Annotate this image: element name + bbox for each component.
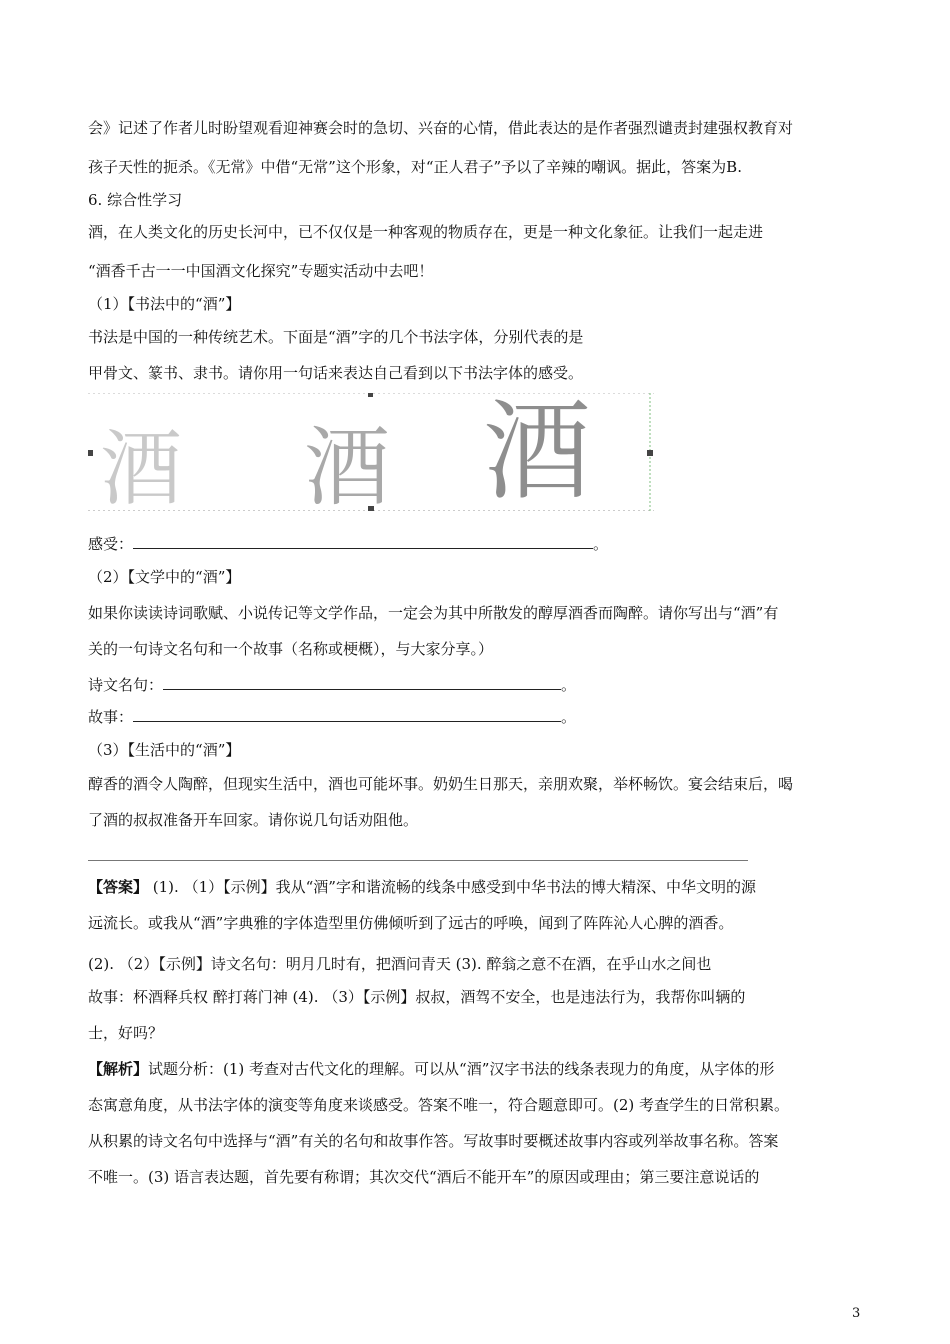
text-line: 如果你读读诗词歌赋、小说传记等文学作品，一定会为其中所散发的醇厚酒香而陶醉。请你写出与“酒”有 <box>88 604 779 622</box>
subsection-heading: （3）【生活中的“酒”】 <box>88 741 241 759</box>
text-line: 了酒的叔叔准备开车回家。请你说几句话劝阻他。 <box>88 811 419 829</box>
subsection-heading: （1）【书法中的“酒”】 <box>88 295 241 313</box>
oracle-bone-glyph: 酒 <box>100 422 183 511</box>
text-line: 醇香的酒令人陶醉，但现实生活中，酒也可能坏事。奶奶生日那天，亲朋欢聚，举杯畅饮。宴会结束后，喝 <box>88 775 794 793</box>
seal-script-glyph: 酒 <box>304 418 390 511</box>
answer-text: 远流长。或我从“酒”字典雅的字体造型里仿佛倾听到了远古的呼唤，闻到了阵阵沁人心脾的酒香。 <box>88 914 734 932</box>
text-line: 会》记述了作者儿时盼望观看迎神赛会时的急切、兴奋的心情，借此表达的是作者强烈谴责封建强权教育对 <box>88 119 794 137</box>
answer-label: 诗文名句： <box>88 676 164 694</box>
subsection-heading: （2）【文学中的“酒”】 <box>88 568 241 586</box>
analysis-text: 不唯一。(3) 语言表达题，首先要有称谓；其次交代“酒后不能开车”的原因或理由；第三要注意说话的 <box>88 1168 760 1186</box>
answer-blank[interactable] <box>133 709 561 722</box>
answer-divider <box>88 860 748 861</box>
calligraphy-image <box>88 393 654 511</box>
answer-text: (2). （2）【示例】诗文名句：明月几时有，把酒问青天 (3). 醉翁之意不在酒，在乎山水之间也 <box>88 955 712 973</box>
answer-blank[interactable] <box>133 536 593 549</box>
answer-text: 士，好吗？ <box>88 1024 164 1042</box>
answer-line: 诗文名句： 。 <box>88 676 577 694</box>
answer-blank[interactable] <box>163 677 561 690</box>
text-line: 关的一句诗文名句和一个故事（名称或梗概），与大家分享。） <box>88 640 494 658</box>
page-number: 3 <box>852 1306 861 1321</box>
text-line: 孩子天性的扼杀。《无常》中借“无常”这个形象，对“正人君子”予以了辛辣的嘲讽。据此，答案为B. <box>88 158 742 176</box>
analysis-text: 从积累的诗文名句中选择与“酒”有关的名句和故事作答。写故事时要概述故事内容或列举故事名称。答案 <box>88 1132 779 1150</box>
analysis-text: 【解析】试题分析：(1) 考查对古代文化的理解。可以从“酒”汉字书法的线条表现力的角度，从字体的形 <box>88 1060 775 1078</box>
answer-line: 感受： 。 <box>88 535 609 553</box>
answer-label: 故事： <box>88 708 134 726</box>
text-line: 书法是中国的一种传统艺术。下面是“酒”字的几个书法字体，分别代表的是 <box>88 328 584 346</box>
answer-text: 故事：杯酒释兵权 醉打蒋门神 (4). （3）【示例】叔叔，酒驾不安全，也是违法行为，我帮你叫辆的 <box>88 988 746 1006</box>
answer-tag: 【答案】 <box>88 878 149 896</box>
answer-text: 【答案】 (1). （1）【示例】我从“酒”字和谐流畅的线条中感受到中华书法的博大精深、中华文明的源 <box>88 878 756 896</box>
clerical-script-glyph: 酒 <box>483 393 592 511</box>
text-line: “酒香千古一一中国酒文化探究”专题实活动中去吧！ <box>88 262 434 280</box>
text-line: 酒，在人类文化的历史长河中，已不仅仅是一种客观的物质存在，更是一种文化象征。让我们一起走进 <box>88 223 764 241</box>
text-line: 甲骨文、篆书、隶书。请你用一句话来表达自己看到以下书法字体的感受。 <box>88 364 584 382</box>
answer-line: 故事： 。 <box>88 708 577 726</box>
analysis-text: 态寓意角度，从书法字体的演变等角度来谈感受。答案不唯一，符合题意即可。(2) 考查学生的日常积累。 <box>88 1096 790 1114</box>
analysis-tag: 【解析】 <box>88 1060 149 1078</box>
answer-label: 感受： <box>88 535 134 553</box>
section-heading: 6. 综合性学习 <box>88 191 183 209</box>
